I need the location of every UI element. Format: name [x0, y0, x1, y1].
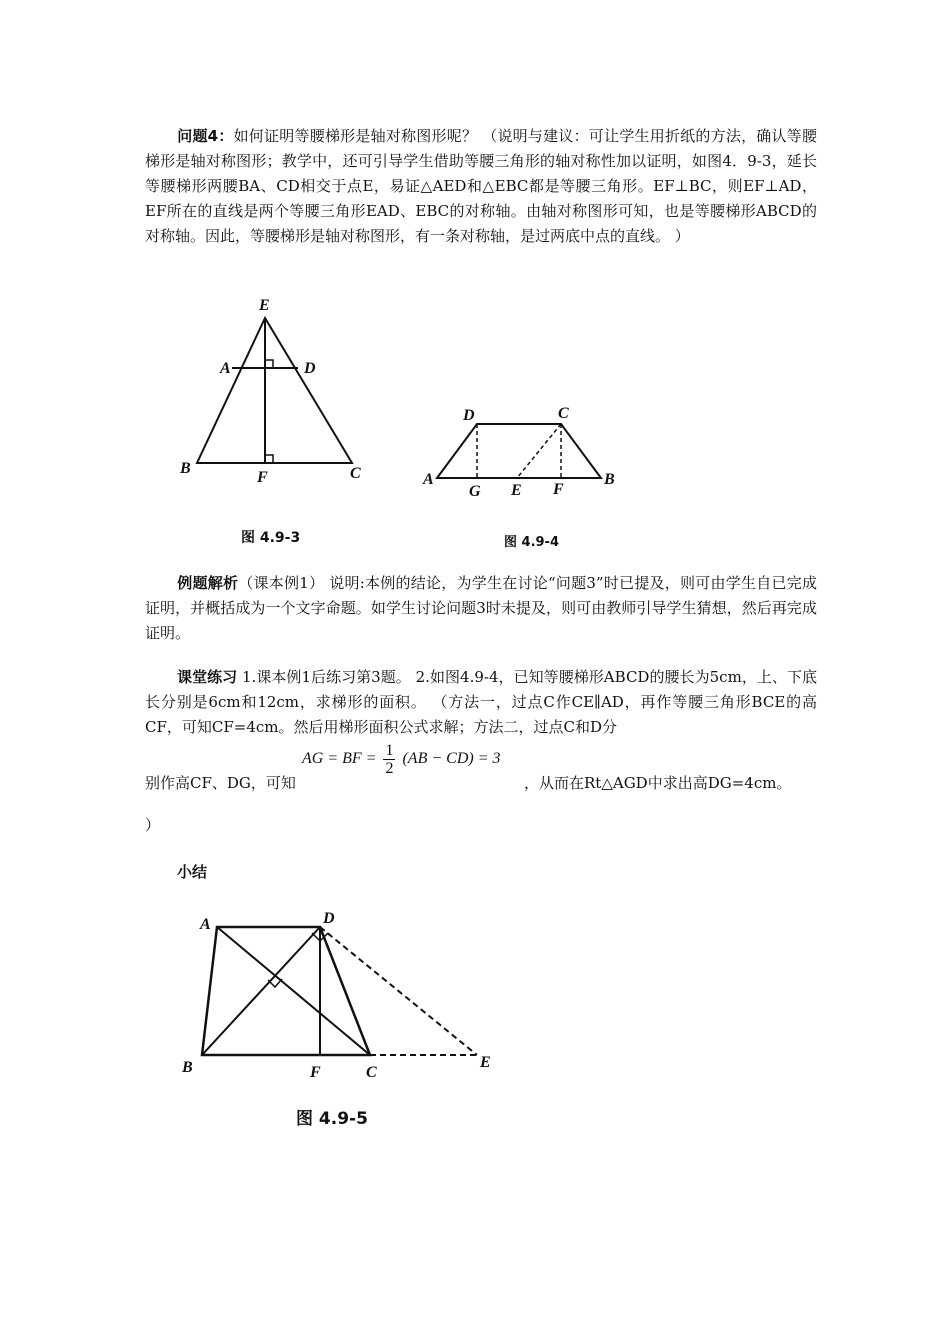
summary-heading: 小结: [177, 863, 208, 881]
fig5-label-e: E: [480, 1054, 491, 1071]
problem4-paragraph: [145, 124, 817, 249]
fig3-label-b: B: [180, 460, 191, 477]
fig4-label-g: G: [469, 483, 481, 500]
fig3-label-e: E: [259, 297, 270, 314]
formula-denominator: 2: [385, 760, 394, 777]
fig3-label-d: D: [304, 360, 316, 377]
practice-text: 1.课本例1后练习第3题。 2.如图4.9-4，已知等腰梯形ABCD的腰长为5cm，上、下底长分别是6cm和12cm，求梯形的面积。 （方法一，过点C作CE∥AD，再作等腰三角形BCE的高CF，可知CF=4cm。然后用梯形面积公式求解；方法二，过点C和D分: [145, 668, 817, 736]
fig4-label-a: A: [423, 471, 434, 488]
example-heading: 例题解析: [177, 574, 239, 592]
formula-lhs: AG = BF =: [302, 750, 377, 768]
practice-heading: 课堂练习: [177, 668, 238, 686]
example-text: （课本例1） 说明:本例的结论，为学生在讨论“问题3”时已提及，则可由学生自已完成证明，并概括成为一个文字命题。如学生讨论问题3时未提及，则可由教师引导学生猜想，然后再完成证明。: [145, 574, 817, 642]
fig3-caption: 图 4.9-3: [241, 530, 301, 546]
fig3-label-a: A: [220, 360, 231, 377]
fig5-label-b: B: [182, 1059, 193, 1076]
fig4-label-b: B: [604, 471, 615, 488]
fig5-label-d: D: [323, 910, 335, 927]
practice-line-before: 别作高CF、DG，可知: [145, 774, 296, 792]
fig4-caption: 图 4.9-4: [504, 535, 559, 550]
fig5-label-a: A: [200, 916, 211, 933]
formula-fraction: [383, 742, 395, 777]
practice-line-after: ，从而在Rt△AGD中求出高DG=4cm。: [524, 774, 792, 792]
problem4-text: 如何证明等腰梯形是轴对称图形呢？ （说明与建议：可让学生用折纸的方法，确认等腰梯形是轴对称图形；教学中，还可引导学生借助等腰三角形的轴对称性加以证明，如图4．9-3，延长等腰梯形两腰BA、CD相交于点E，易证△AED和△EBC都是等腰三角形。EF⊥BC，则EF⊥AD，EF所在的直线是两个等腰三角形EAD、EBC的对称轴。由轴对称图形可知，也是等腰梯形ABCD的对称轴。因此，等腰梯形是轴对称图形，有一条对称轴，是过两底中点的直线。 ）: [145, 127, 817, 245]
fig4-label-f: F: [553, 481, 564, 498]
fig4-label-d: D: [463, 407, 475, 424]
formula-rhs: (AB − CD) = 3: [402, 750, 501, 768]
problem4-heading: 问题4：: [177, 127, 234, 145]
fig3-label-f: F: [257, 469, 268, 486]
fig5-label-f: F: [310, 1064, 321, 1081]
figure-4-9-5: [180, 905, 510, 1085]
practice-closing: ）: [145, 816, 161, 834]
example-paragraph: [145, 571, 817, 646]
fig4-label-c: C: [558, 405, 569, 422]
formula: [302, 742, 501, 777]
fig4-label-e: E: [511, 482, 522, 499]
figure-4-9-4: [415, 400, 625, 500]
fig5-caption: 图 4.9-5: [296, 1109, 368, 1129]
figure-4-9-3: [170, 290, 380, 490]
fig3-label-c: C: [350, 465, 361, 482]
formula-numerator: 1: [385, 742, 394, 759]
practice-paragraph: [145, 665, 817, 740]
fig5-label-c: C: [366, 1064, 377, 1081]
